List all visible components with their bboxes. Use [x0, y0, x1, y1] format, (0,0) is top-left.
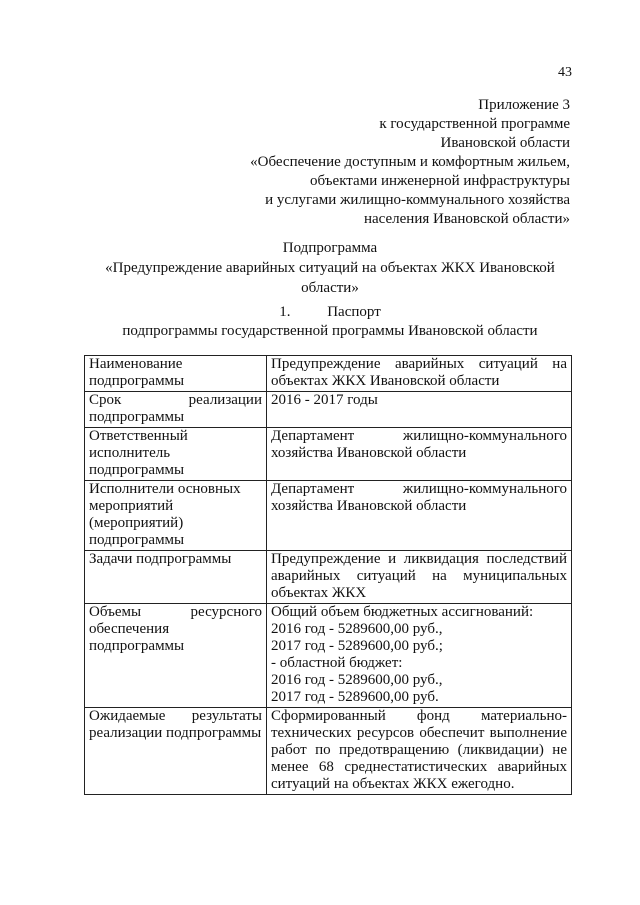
- appendix-line: Приложение 3: [478, 97, 570, 113]
- table-row: [85, 481, 572, 551]
- row-label: Срок реализации подпрограммы: [85, 392, 267, 428]
- row-value: Предупреждение аварийных ситуаций на объектах ЖКХ Ивановской области: [267, 356, 572, 392]
- row-label: Задачи подпрограммы: [85, 551, 267, 604]
- passport-subtitle: подпрограммы государственной программы Ивановской области: [122, 323, 538, 339]
- appendix-line: к государственной программе: [379, 116, 570, 132]
- subprogram-title: [90, 238, 570, 298]
- row-value: 2016 - 2017 годы: [267, 392, 572, 428]
- row-label: Исполнители основных мероприятий (мероприятий) подпрограммы: [85, 481, 267, 551]
- passport-heading: [90, 303, 570, 341]
- row-label: Наименование подпрограммы: [85, 356, 267, 392]
- table-row: [85, 428, 572, 481]
- row-value: Предупреждение и ликвидация последствий аварийных ситуаций на муниципальных объектах ЖКХ: [267, 551, 572, 604]
- subprogram-name-line: области»: [301, 280, 359, 296]
- passport-title: Паспорт: [327, 304, 381, 320]
- row-value: Общий объем бюджетных ассигнований: 2016 год - 5289600,00 руб., 2017 год - 5289600,00 руб.; - областной бюджет: 2016 год - 5289600,00 руб., 2017 год - 5289600,00 руб.: [267, 604, 572, 708]
- appendix-line: Ивановской области: [440, 135, 570, 151]
- row-label: Ожидаемые результаты реализации подпрограммы: [85, 708, 267, 795]
- page-number: 43: [558, 65, 572, 80]
- subprogram-name-line: «Предупреждение аварийных ситуаций на объектах ЖКХ Ивановской: [105, 260, 555, 276]
- appendix-header: [150, 96, 570, 229]
- table-row: [85, 604, 572, 708]
- table-row: [85, 551, 572, 604]
- section-number: 1.: [279, 304, 291, 320]
- appendix-line: и услугами жилищно-коммунального хозяйства: [265, 192, 570, 208]
- row-value: Департамент жилищно-коммунального хозяйства Ивановской области: [267, 481, 572, 551]
- appendix-line: объектами инженерной инфраструктуры: [310, 173, 570, 189]
- row-value: Департамент жилищно-коммунального хозяйства Ивановской области: [267, 428, 572, 481]
- table-row: [85, 708, 572, 795]
- table-row: [85, 392, 572, 428]
- passport-table: [84, 355, 572, 795]
- row-value: Сформированный фонд материально- технических ресурсов обеспечит выполнение работ по предотвращению (ликвидации) не менее 68 среднестатистических аварийных ситуаций на объектах ЖКХ ежегодно.: [267, 708, 572, 795]
- subprogram-heading: Подпрограмма: [282, 240, 378, 256]
- appendix-line: населения Ивановской области»: [363, 211, 570, 227]
- row-label: Ответственный исполнитель подпрограммы: [85, 428, 267, 481]
- table-row: [85, 356, 572, 392]
- row-label: Объемы ресурсного обеспечения подпрограммы: [85, 604, 267, 708]
- appendix-line: «Обеспечение доступным и комфортным жильем,: [250, 154, 570, 170]
